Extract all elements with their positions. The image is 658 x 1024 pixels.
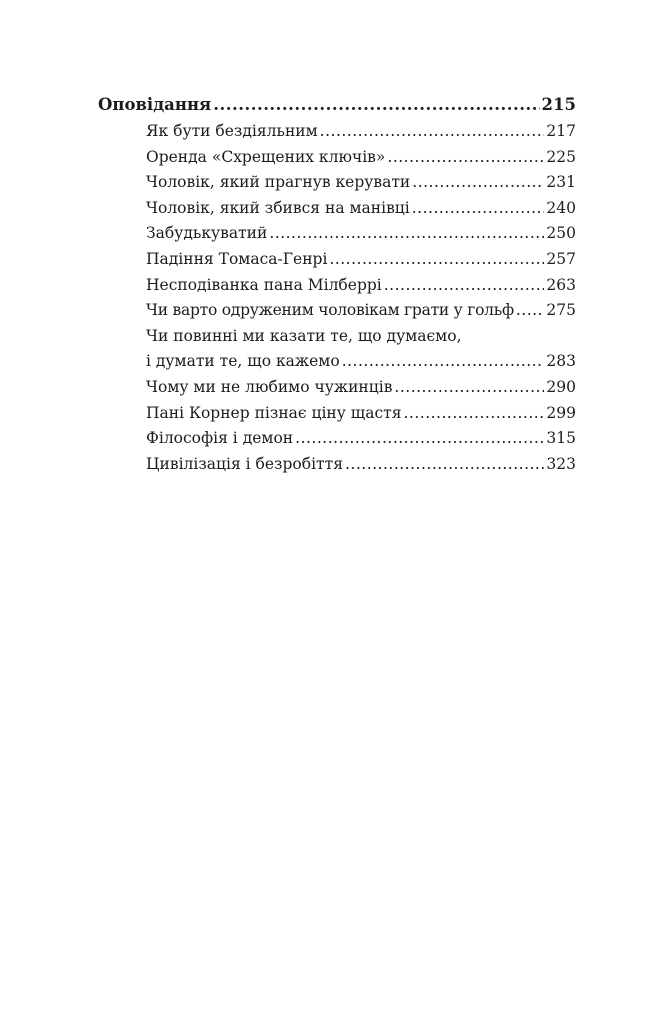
entry-page-number: 217 xyxy=(546,122,576,140)
toc-entry[interactable] xyxy=(98,298,576,324)
entry-page-number: 315 xyxy=(546,429,576,448)
dot-leader xyxy=(213,92,539,118)
toc-entry[interactable] xyxy=(98,452,576,478)
toc-entry[interactable] xyxy=(98,119,576,145)
entry-title-line-2-row xyxy=(98,349,576,375)
entry-title: Цивілізація і безробіття xyxy=(146,454,343,473)
toc-entry-multiline[interactable] xyxy=(98,324,576,375)
toc-entry[interactable] xyxy=(98,426,576,452)
toc-entry[interactable] xyxy=(98,196,576,222)
entry-page-number: 323 xyxy=(546,454,576,473)
toc-entry[interactable] xyxy=(98,247,576,273)
entry-title: Падіння Томаса-Генрі xyxy=(146,249,328,268)
entry-page-number: 250 xyxy=(546,224,576,243)
dot-leader xyxy=(295,426,544,452)
entry-page-number: 299 xyxy=(546,403,576,422)
entry-title: Забудькуватий xyxy=(146,224,268,243)
entry-title: Як бути бездіяльним xyxy=(146,122,318,140)
entry-page-number: 257 xyxy=(546,249,576,268)
entry-title: Несподіванка пана Мілберрі xyxy=(146,275,382,294)
toc-entry[interactable] xyxy=(98,375,576,401)
entry-title: Чоловік, який збився на манівці xyxy=(146,198,410,217)
entry-page-number: 275 xyxy=(546,301,576,320)
entry-title: Філософія і демон xyxy=(146,429,294,448)
dot-leader xyxy=(320,119,545,145)
entry-title: Оренда «Схрещених ключів» xyxy=(146,147,386,166)
entry-page-number: 290 xyxy=(546,377,576,396)
dot-leader xyxy=(404,401,545,427)
section-page-number: 215 xyxy=(541,95,576,114)
dot-leader xyxy=(412,196,545,222)
entry-title: Чому ми не любимо чужинців xyxy=(146,377,393,396)
toc-entry[interactable] xyxy=(98,273,576,299)
dot-leader xyxy=(394,375,544,401)
dot-leader xyxy=(329,247,544,273)
entry-page-number: 225 xyxy=(546,147,576,166)
entry-page-number: 240 xyxy=(546,198,576,217)
toc-entry[interactable] xyxy=(98,401,576,427)
table-of-contents xyxy=(98,92,576,477)
dot-leader xyxy=(516,298,545,324)
entry-page-number: 283 xyxy=(546,352,576,371)
dot-leader xyxy=(412,170,544,196)
entry-page-number: 263 xyxy=(546,275,576,294)
entry-title-line-2: і думати те, що кажемо xyxy=(146,352,340,371)
toc-entry[interactable] xyxy=(98,170,576,196)
dot-leader xyxy=(387,145,544,171)
dot-leader xyxy=(384,273,545,299)
entry-page-number: 231 xyxy=(546,173,576,192)
toc-section-heading[interactable] xyxy=(98,92,576,118)
entry-title-line-1: Чи повинні ми казати те, що думаємо, xyxy=(146,326,462,345)
dot-leader xyxy=(342,349,545,375)
section-title: Оповідання xyxy=(98,95,212,114)
entry-title: Чи варто одруженим чоловікам грати у гольф xyxy=(146,301,514,320)
toc-entry[interactable] xyxy=(98,145,576,171)
toc-entry[interactable] xyxy=(98,221,576,247)
entry-title: Чоловік, який прагнув керувати xyxy=(146,173,411,192)
dot-leader xyxy=(345,452,544,478)
entry-title: Пані Корнер пізнає ціну щастя xyxy=(146,403,402,422)
dot-leader xyxy=(269,221,544,247)
